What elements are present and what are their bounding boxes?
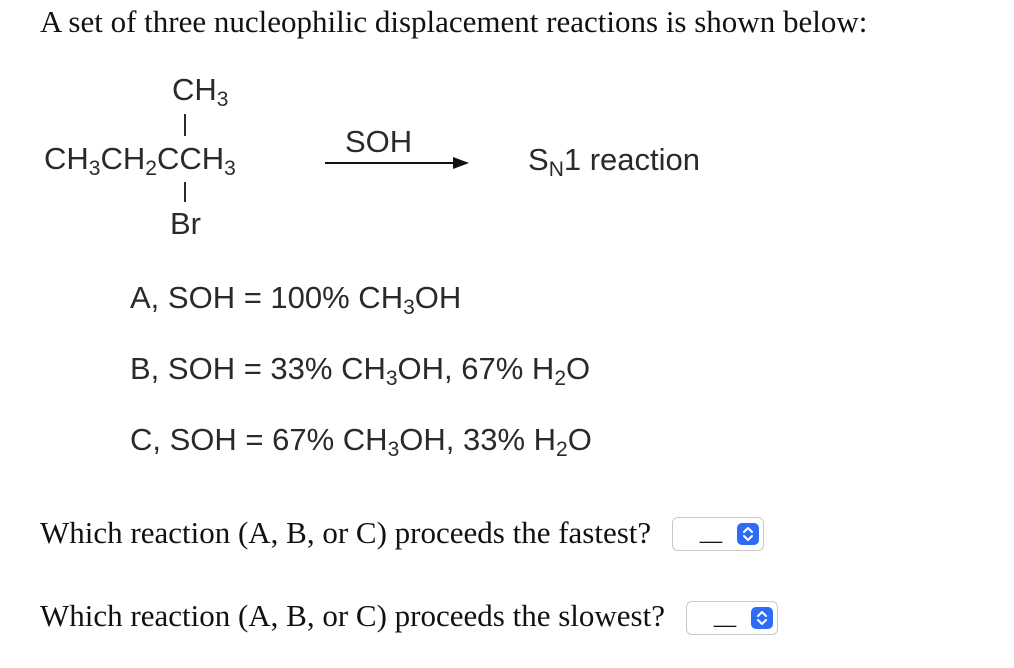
bottom-bond-line: [184, 182, 186, 202]
slowest-select-value: __: [713, 606, 737, 628]
reaction-arrow-line: [325, 162, 455, 164]
result-label: [528, 142, 700, 182]
bromine-group: Br: [170, 206, 201, 241]
chain-sub-1: 3: [88, 157, 101, 180]
result-rest: 1 reaction: [563, 142, 700, 177]
option-b-sub2: 2: [554, 367, 566, 390]
option-a-sub1: 3: [403, 296, 415, 319]
reagent-label: SOH: [345, 124, 413, 159]
top-methyl-subscript: 3: [216, 88, 229, 111]
option-b: [130, 351, 590, 391]
main-chain: [44, 141, 236, 181]
option-b-tail: O: [566, 351, 591, 386]
slowest-select[interactable]: [686, 601, 778, 635]
option-c-tail: O: [567, 422, 592, 457]
option-b-prefix: B, SOH = 33% CH: [130, 351, 386, 386]
fastest-select-value: __: [699, 522, 723, 544]
top-methyl-label: CH: [172, 72, 217, 107]
option-b-sub1: 3: [385, 367, 398, 390]
top-methyl-group: [172, 72, 228, 112]
question-slowest: Which reaction (A, B, or C) proceeds the slowest?: [40, 598, 665, 633]
top-bond-line: [184, 114, 186, 136]
chain-part-1: CH: [44, 141, 89, 176]
chain-sub-2: 2: [145, 157, 157, 180]
intro-text: A set of three nucleophilic displacement reactions is shown below:: [40, 4, 868, 39]
option-c-sub1: 3: [387, 438, 400, 461]
option-c-mid: OH, 33% H: [399, 422, 557, 457]
option-a-prefix: A, SOH = 100% CH: [130, 280, 404, 315]
option-a-mid: OH: [414, 280, 462, 315]
fastest-select[interactable]: [672, 517, 764, 551]
option-c: [130, 422, 592, 462]
option-c-prefix: C, SOH = 67% CH: [130, 422, 388, 457]
option-a: [130, 280, 461, 320]
question-fastest: Which reaction (A, B, or C) proceeds the fastest?: [40, 515, 652, 550]
result-subscript: N: [548, 158, 564, 181]
updown-chevron-icon[interactable]: [737, 523, 759, 545]
option-b-mid: OH, 67% H: [397, 351, 555, 386]
updown-chevron-icon[interactable]: [751, 607, 773, 629]
result-s: S: [528, 142, 549, 177]
option-c-sub2: 2: [556, 438, 568, 461]
chain-part-3: CCH: [156, 141, 225, 176]
right-arrow-icon: [453, 157, 469, 169]
chain-part-2: CH: [100, 141, 146, 176]
chain-sub-3: 3: [224, 157, 236, 180]
